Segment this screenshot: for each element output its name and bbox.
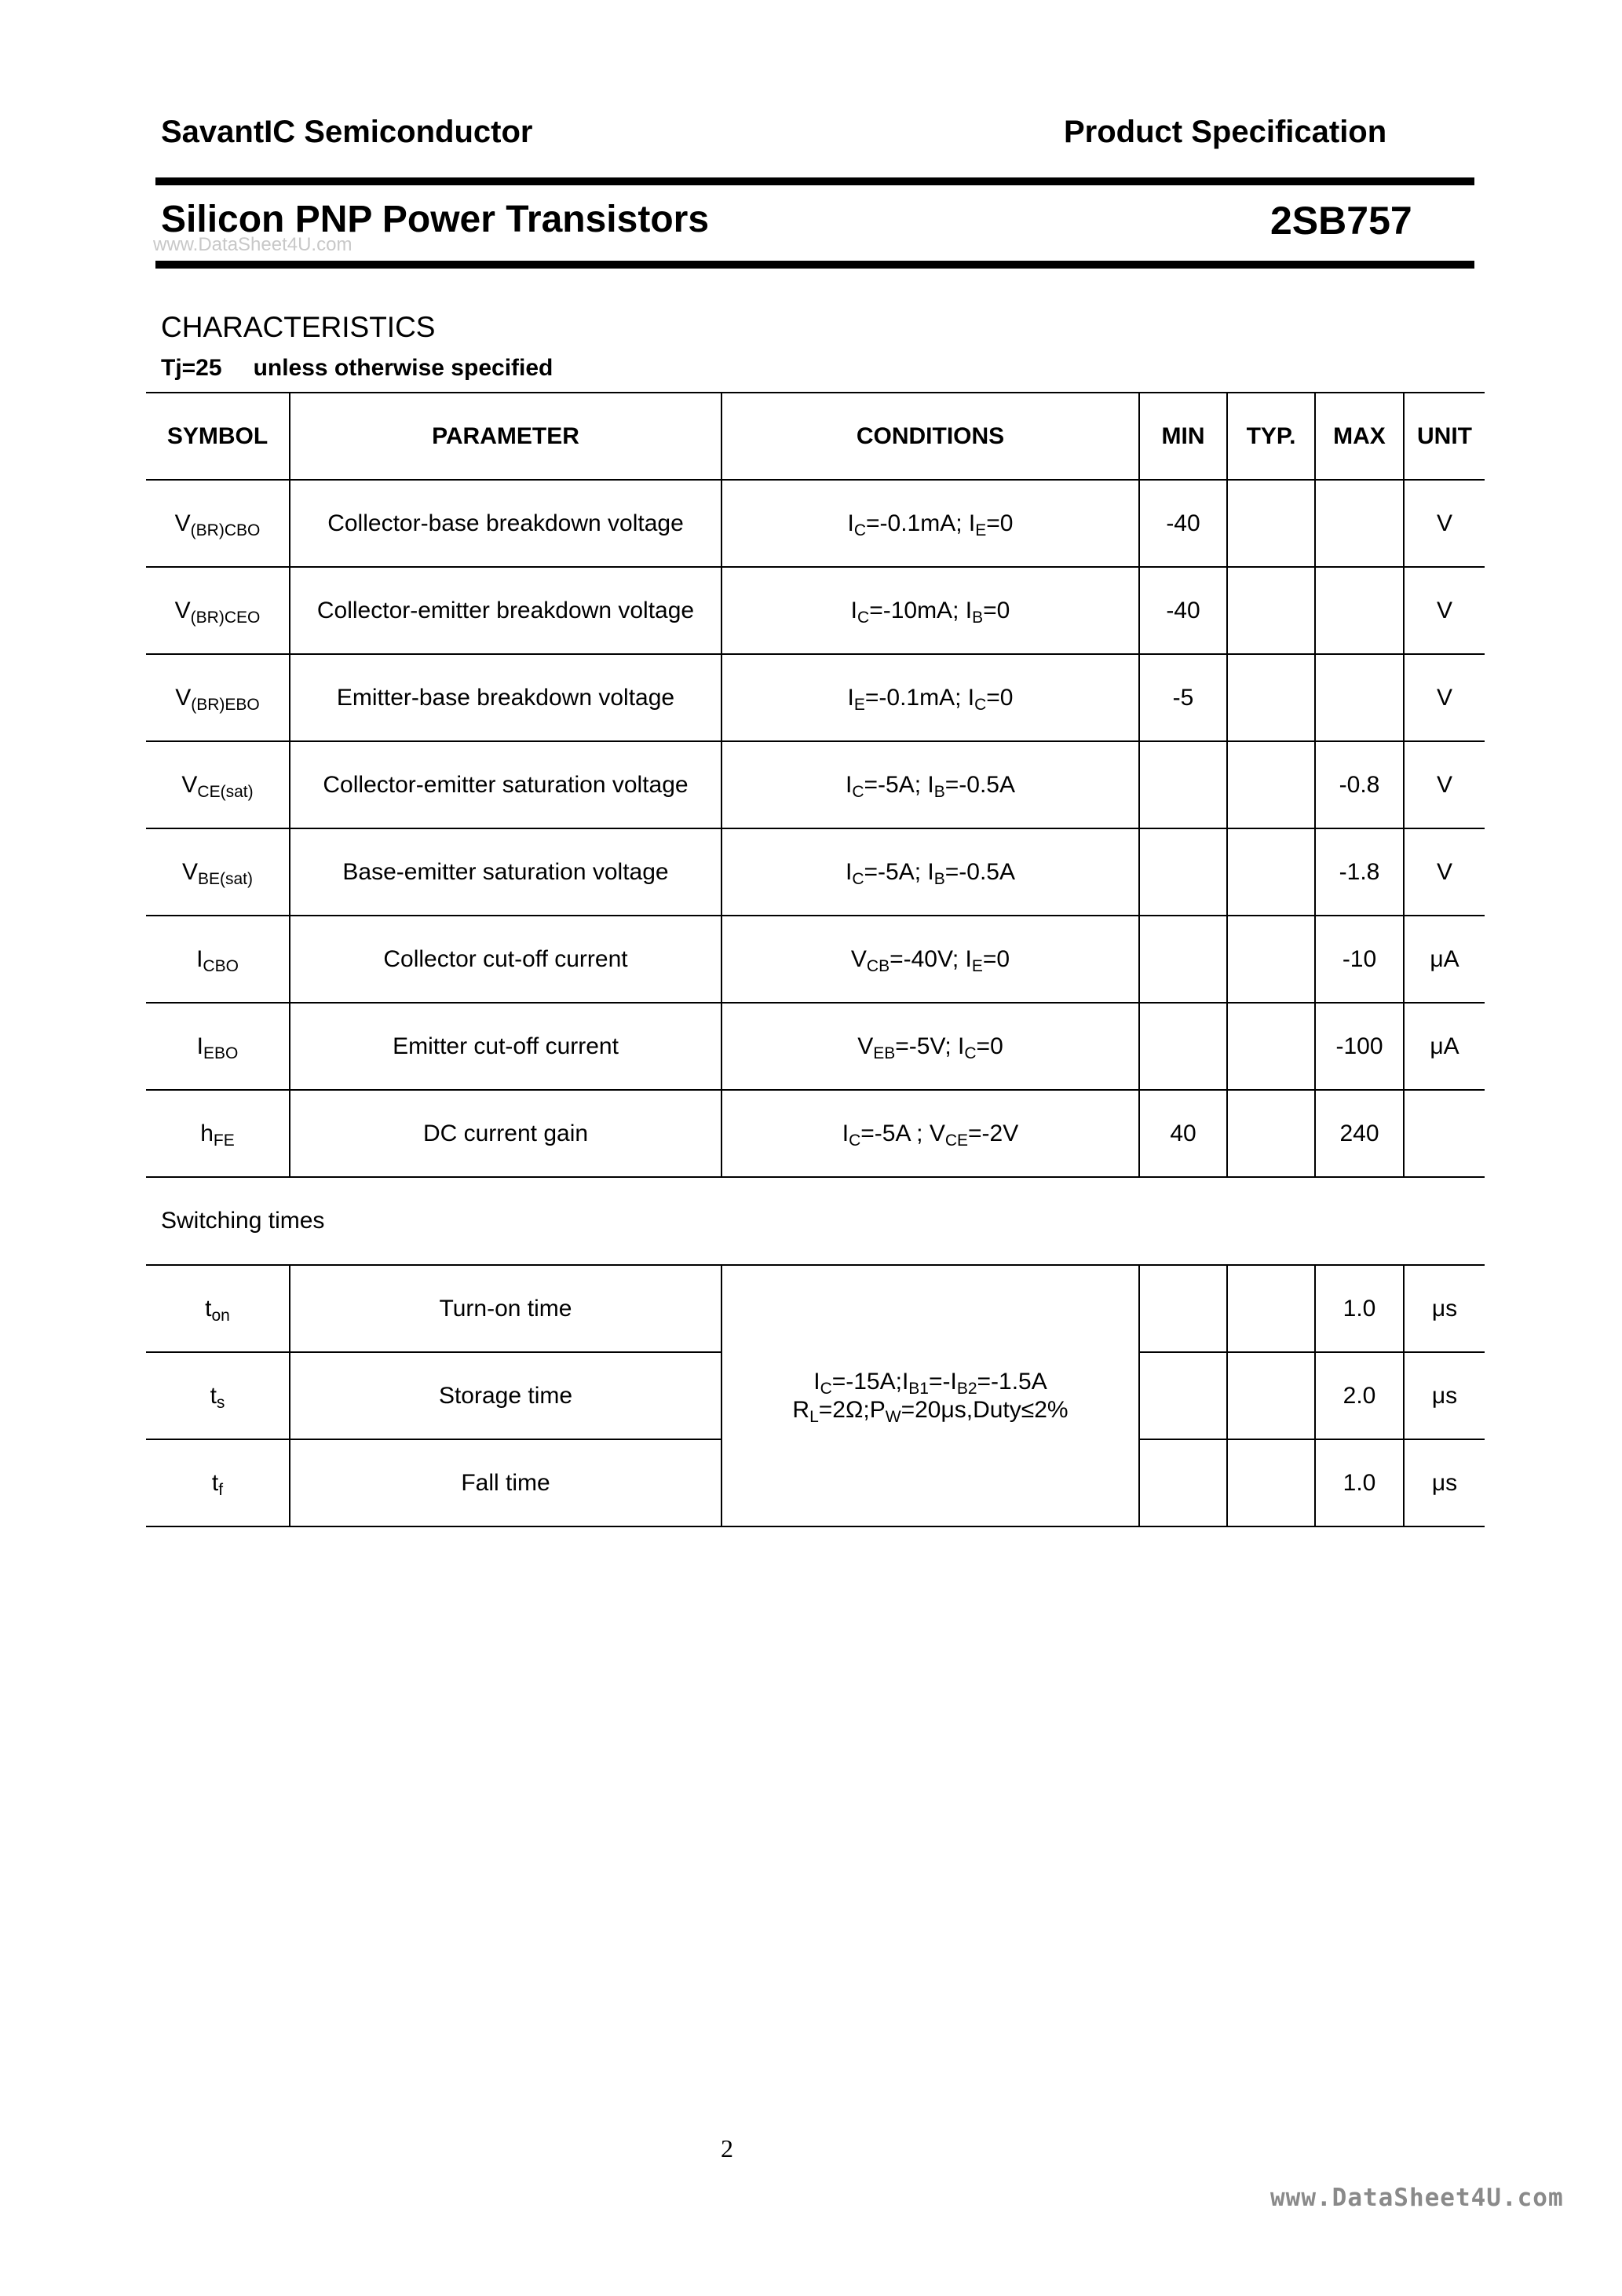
max-cell: -10	[1315, 916, 1404, 1003]
cond-text: =-I	[928, 1368, 957, 1395]
symbol-cell: $V_{(BR)EBO}$	[146, 654, 290, 741]
symbol-cell: $V_{(BR)CBO}$	[146, 480, 290, 567]
max-cell	[1315, 480, 1404, 567]
switching-conditions-cell	[721, 1265, 1139, 1526]
parameter-cell: Collector cut-off current	[290, 916, 721, 1003]
typ-cell	[1227, 1003, 1315, 1090]
parameter-cell: Base-emitter saturation voltage	[290, 828, 721, 916]
header-parameter: PARAMETER	[290, 393, 721, 480]
max-cell: -1.8	[1315, 828, 1404, 916]
parameter-cell: Emitter-base breakdown voltage	[290, 654, 721, 741]
footer-watermark: www.DataSheet4U.com	[1270, 2184, 1564, 2212]
cond-sub: C	[820, 1379, 832, 1398]
typ-cell	[1227, 1352, 1315, 1439]
min-cell: -40	[1139, 567, 1227, 654]
header-conditions: CONDITIONS	[721, 393, 1139, 480]
page-number: 2	[721, 2134, 733, 2163]
header-symbol: SYMBOL	[146, 393, 290, 480]
min-cell	[1139, 916, 1227, 1003]
cond-text: R	[792, 1396, 810, 1423]
header-rule-bottom	[155, 261, 1474, 269]
typ-cell	[1227, 1090, 1315, 1177]
unit-cell: V	[1404, 741, 1485, 828]
symbol-cell: $h_{FE}$	[146, 1090, 290, 1177]
table-row	[146, 654, 1485, 741]
min-cell	[1139, 1003, 1227, 1090]
conditions-cell: $I_C=-5A$; $I_B=-0.5A$	[721, 741, 1139, 828]
table-row	[146, 1265, 1485, 1352]
typ-cell	[1227, 1265, 1315, 1352]
unit-cell: V	[1404, 654, 1485, 741]
cond-sub: B2	[956, 1379, 977, 1398]
typ-cell	[1227, 480, 1315, 567]
unit-cell: μA	[1404, 916, 1485, 1003]
cond-text: =-15A;I	[831, 1368, 909, 1395]
parameter-cell: Storage time	[290, 1352, 721, 1439]
conditions-cell: $V_{CB}=-40V$; $I_E=0$	[721, 916, 1139, 1003]
unit-cell: V	[1404, 480, 1485, 567]
conditions-cell: $V_{EB}=-5V$; $I_C=0$	[721, 1003, 1139, 1090]
table-row	[146, 567, 1485, 654]
header-min: MIN	[1139, 393, 1227, 480]
header-max: MAX	[1315, 393, 1404, 480]
unit-cell: μs	[1404, 1265, 1485, 1352]
min-cell	[1139, 1265, 1227, 1352]
table-row	[146, 828, 1485, 916]
symbol-cell: $I_{CBO}$	[146, 916, 290, 1003]
unit-cell: V	[1404, 828, 1485, 916]
conditions-line-2	[722, 1396, 1138, 1424]
cond-sub: W	[885, 1407, 901, 1426]
typ-cell	[1227, 567, 1315, 654]
unit-cell: μs	[1404, 1439, 1485, 1526]
max-cell: 1.0	[1315, 1439, 1404, 1526]
min-cell	[1139, 1439, 1227, 1526]
parameter-cell: Collector-emitter saturation voltage	[290, 741, 721, 828]
typ-cell	[1227, 916, 1315, 1003]
cond-text: =-1.5A	[977, 1368, 1047, 1395]
table-header-row	[146, 393, 1485, 480]
typ-cell	[1227, 654, 1315, 741]
parameter-cell: Fall time	[290, 1439, 721, 1526]
header-watermark: www.DataSheet4U.com	[153, 234, 353, 255]
max-cell: 1.0	[1315, 1265, 1404, 1352]
conditions-line-1	[722, 1368, 1138, 1396]
typ-cell	[1227, 741, 1315, 828]
symbol-cell: $V_{CE(sat)}$	[146, 741, 290, 828]
unit-cell: μs	[1404, 1352, 1485, 1439]
cond-sub: B1	[908, 1379, 929, 1398]
parameter-cell: Collector-emitter breakdown voltage	[290, 567, 721, 654]
header-unit: UNIT	[1404, 393, 1485, 480]
part-number: 2SB757	[1270, 199, 1412, 243]
symbol-cell: $I_{EBO}$	[146, 1003, 290, 1090]
conditions-cell: $I_C=-5A$; $I_B=-0.5A$	[721, 828, 1139, 916]
table-row	[146, 916, 1485, 1003]
test-condition	[161, 355, 584, 382]
min-cell: -5	[1139, 654, 1227, 741]
conditions-cell: $I_E=-0.1mA$; $I_C=0$	[721, 654, 1139, 741]
characteristics-table	[146, 392, 1485, 1178]
parameter-cell: Collector-base breakdown voltage	[290, 480, 721, 567]
conditions-cell: $I_C=-5A$ ; $V_{CE}=-2V$	[721, 1090, 1139, 1177]
switching-times-label: Switching times	[161, 1208, 325, 1234]
temperature-condition: Tj=25	[161, 355, 222, 381]
cond-sub: L	[809, 1407, 819, 1426]
unit-cell	[1404, 1090, 1485, 1177]
typ-cell	[1227, 828, 1315, 916]
min-cell	[1139, 1352, 1227, 1439]
min-cell	[1139, 741, 1227, 828]
max-cell: 240	[1315, 1090, 1404, 1177]
header-rule-top	[155, 177, 1474, 185]
cond-text: =2Ω;P	[818, 1396, 886, 1423]
symbol-cell: $t_s$	[146, 1352, 290, 1439]
document-type: Product Specification	[1064, 115, 1387, 149]
parameter-cell: Emitter cut-off current	[290, 1003, 721, 1090]
table-row	[146, 741, 1485, 828]
min-cell: 40	[1139, 1090, 1227, 1177]
min-cell: -40	[1139, 480, 1227, 567]
company-name: SavantIC Semiconductor	[161, 115, 533, 149]
unit-cell: μA	[1404, 1003, 1485, 1090]
symbol-cell: $t_{on}$	[146, 1265, 290, 1352]
min-cell	[1139, 828, 1227, 916]
section-title: CHARACTERISTICS	[161, 311, 436, 343]
cond-text: I	[813, 1368, 820, 1395]
conditions-cell: $I_C=-10mA$; $I_B=0$	[721, 567, 1139, 654]
table-row	[146, 480, 1485, 567]
unit-cell: V	[1404, 567, 1485, 654]
symbol-cell: $V_{(BR)CEO}$	[146, 567, 290, 654]
max-cell: -100	[1315, 1003, 1404, 1090]
condition-note: unless otherwise specified	[253, 355, 553, 381]
max-cell	[1315, 654, 1404, 741]
symbol-cell: $t_f$	[146, 1439, 290, 1526]
max-cell: 2.0	[1315, 1352, 1404, 1439]
parameter-cell: DC current gain	[290, 1090, 721, 1177]
switching-table	[146, 1264, 1485, 1527]
parameter-cell: Turn-on time	[290, 1265, 721, 1352]
header-typ: TYP.	[1227, 393, 1315, 480]
table-row	[146, 1090, 1485, 1177]
product-title: Silicon PNP Power Transistors	[161, 199, 710, 240]
cond-text: =20μs,Duty≤2%	[901, 1396, 1069, 1423]
typ-cell	[1227, 1439, 1315, 1526]
max-cell: -0.8	[1315, 741, 1404, 828]
max-cell	[1315, 567, 1404, 654]
conditions-cell: $I_C=-0.1mA$; $I_E=0$	[721, 480, 1139, 567]
symbol-cell: $V_{BE(sat)}$	[146, 828, 290, 916]
table-row	[146, 1003, 1485, 1090]
